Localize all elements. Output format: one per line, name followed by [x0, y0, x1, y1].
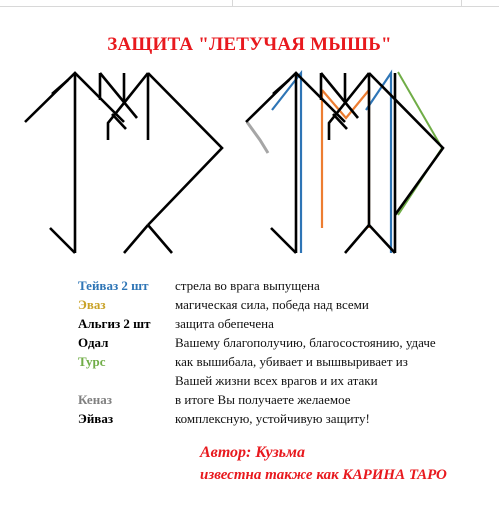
author-credit: Автор: Кузьма [200, 444, 305, 461]
legend-row [78, 295, 478, 314]
rune-name: Эваз [78, 297, 106, 312]
legend-row [78, 333, 478, 352]
page-title: ЗАЩИТА "ЛЕТУЧАЯ МЫШЬ" [107, 34, 392, 55]
legend-row [78, 352, 478, 371]
rune-legend [78, 276, 478, 428]
rune-meaning: комплексную, устойчивую защиту! [175, 411, 370, 426]
bindrune-plain [25, 73, 222, 253]
legend-row [78, 314, 478, 333]
rune-name: Тейваз 2 шт [78, 278, 149, 293]
legend-row [78, 409, 478, 428]
legend-row [78, 276, 478, 295]
rune-name: Альгиз 2 шт [78, 316, 151, 331]
author-alias: известна также как КАРИНА ТАРО [200, 467, 447, 483]
legend-row [78, 390, 478, 409]
rune-meaning: в итоге Вы получаете желаемое [175, 392, 351, 407]
rune-meaning: как вышибала, убивает и вышвыривает из [175, 354, 408, 369]
rune-name: Турс [78, 354, 106, 369]
rune-meaning: защита обепечена [175, 316, 274, 331]
rune-name: Эйваз [78, 411, 114, 426]
rune-meaning: Вашему благополучию, благосостоянию, удаче [175, 335, 436, 350]
rune-meaning: магическая сила, победа над всеми [175, 297, 369, 312]
legend-row [78, 371, 478, 390]
rune-meaning: стрела во врага выпущена [175, 278, 320, 293]
rune-name: Кеназ [78, 392, 112, 407]
rune-meaning: Вашей жизни всех врагов и их атаки [175, 373, 378, 388]
rune-name: Одал [78, 335, 109, 350]
